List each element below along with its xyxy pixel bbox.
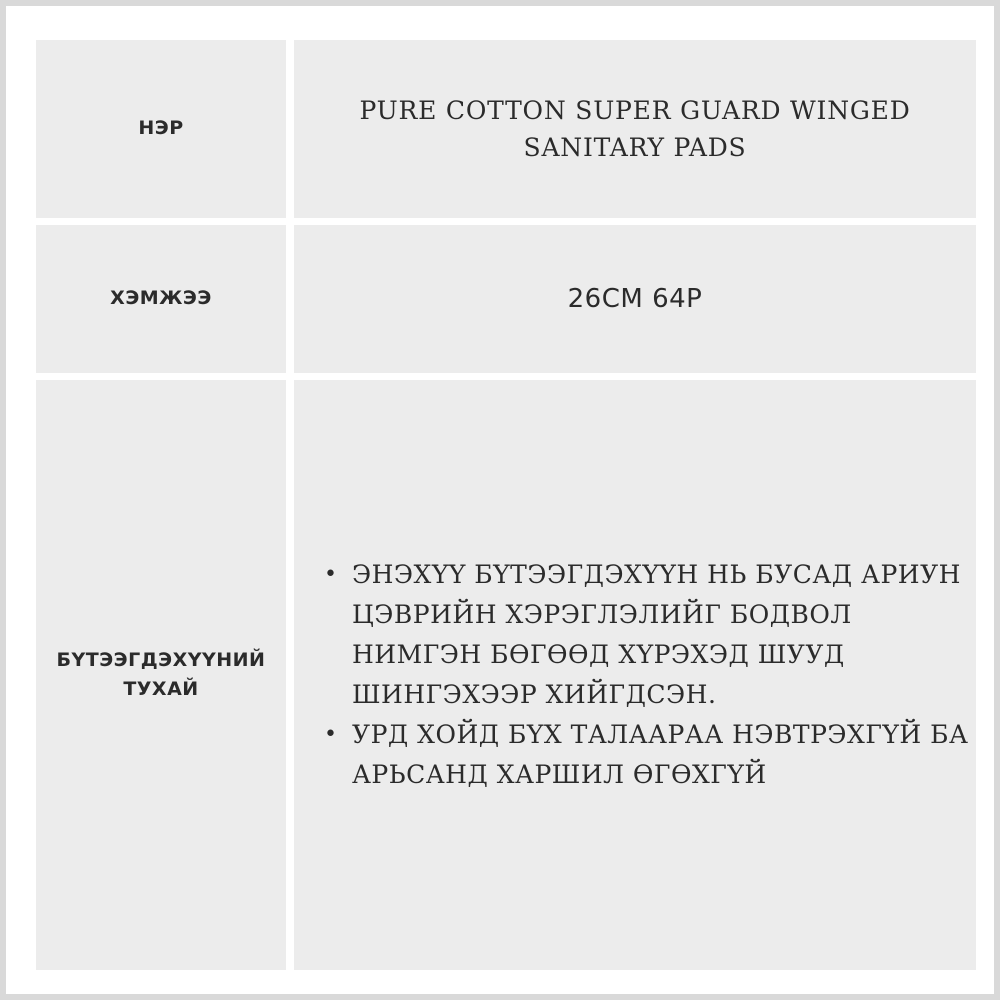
- size-value-cell: [294, 225, 976, 373]
- size-label-cell: [36, 225, 286, 373]
- product-name: PURE COTTON SUPER GUARD WINGED SANITARY PADS: [359, 95, 911, 162]
- name-value-cell: [294, 40, 976, 218]
- name-label: НЭР: [138, 117, 184, 140]
- list-item: • УРД ХОЙД БҮХ ТАЛААРАА НЭВТРЭХГҮЙ БА АРЬСАНД ХАРШИЛ ӨГӨХГҮЙ: [324, 715, 976, 795]
- size-label: ХЭМЖЭЭ: [110, 287, 212, 310]
- description-list: [294, 555, 976, 795]
- description-label-cell: [36, 380, 286, 970]
- name-label-cell: [36, 40, 286, 218]
- product-size: 26CM 64P: [567, 284, 703, 314]
- description-value-cell: [294, 380, 976, 970]
- description-label: БҮТЭЭГДЭХҮҮНИЙ ТУХАЙ: [56, 648, 266, 700]
- list-item: • ЭНЭХҮҮ БҮТЭЭГДЭХҮҮН НЬ БУСАД АРИУН ЦЭВРИЙН ХЭРЭГЛЭЛИЙГ БОДВОЛ НИМГЭН БӨГӨӨД ХҮРЭХЭД ШУУД ШИНГЭХЭЭР ХИЙГДСЭН.: [324, 555, 976, 715]
